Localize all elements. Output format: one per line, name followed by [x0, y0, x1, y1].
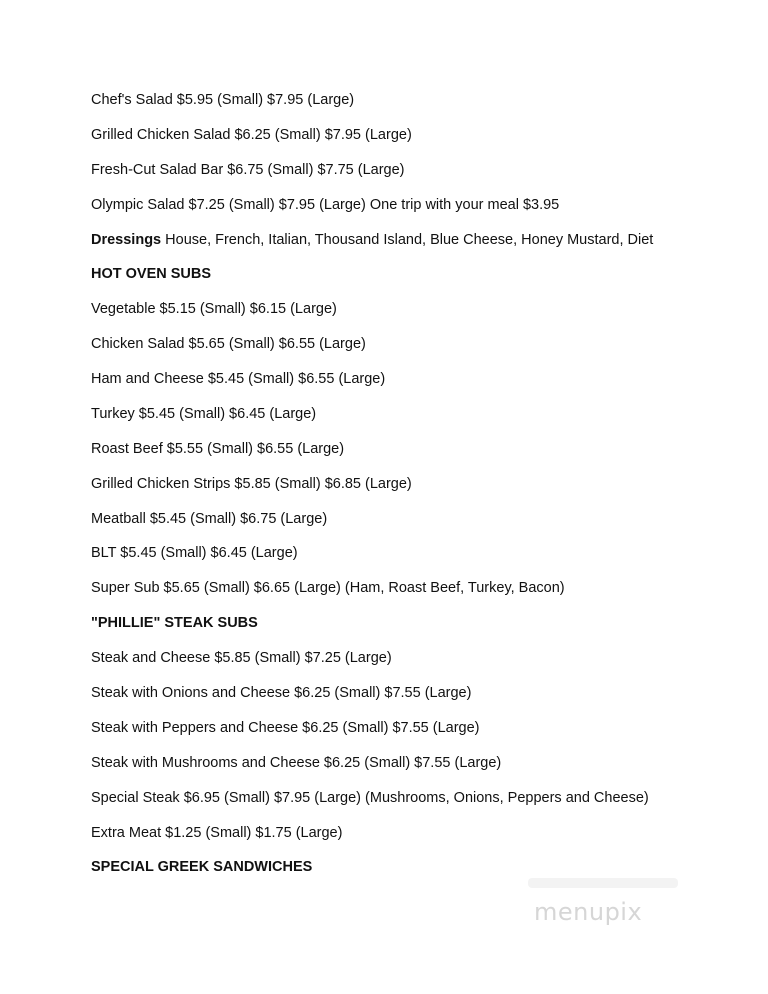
menu-item: Super Sub $5.65 (Small) $6.65 (Large) (Ham, Roast Beef, Turkey, Bacon): [91, 580, 565, 596]
menu-item: Vegetable $5.15 (Small) $6.15 (Large): [91, 301, 337, 317]
menu-item: Grilled Chicken Salad $6.25 (Small) $7.95 (Large): [91, 127, 412, 143]
watermark-shadow: [528, 878, 678, 888]
menu-item: Chicken Salad $5.65 (Small) $6.55 (Large): [91, 336, 366, 352]
menu-item: Roast Beef $5.55 (Small) $6.55 (Large): [91, 441, 345, 457]
menupix-watermark: menupix: [534, 898, 643, 926]
menu-item: Chef's Salad $5.95 (Small) $7.95 (Large): [91, 92, 355, 108]
menu-item: Turkey $5.45 (Small) $6.45 (Large): [91, 406, 317, 422]
menu-item: Steak with Peppers and Cheese $6.25 (Small) $7.55 (Large): [91, 720, 480, 736]
menu-item: Special Steak $6.95 (Small) $7.95 (Large) (Mushrooms, Onions, Peppers and Cheese): [91, 790, 649, 806]
dressings-list: House, French, Italian, Thousand Island, Blue Cheese, Honey Mustard, Diet: [161, 232, 654, 248]
menu-item: Meatball $5.45 (Small) $6.75 (Large): [91, 511, 328, 527]
dressings-label: Dressings: [91, 232, 162, 248]
menu-item: Grilled Chicken Strips $5.85 (Small) $6.85 (Large): [91, 476, 412, 492]
menu-item: Extra Meat $1.25 (Small) $1.75 (Large): [91, 825, 343, 841]
section-heading: SPECIAL GREEK SANDWICHES: [91, 859, 313, 875]
menu-item: Ham and Cheese $5.45 (Small) $6.55 (Large): [91, 371, 386, 387]
menu-item: Olympic Salad $7.25 (Small) $7.95 (Large) One trip with your meal $3.95: [91, 197, 560, 213]
menu-item: Steak and Cheese $5.85 (Small) $7.25 (Large): [91, 650, 392, 666]
menu-item: Fresh-Cut Salad Bar $6.75 (Small) $7.75 (Large): [91, 162, 405, 178]
section-heading: HOT OVEN SUBS: [91, 266, 212, 282]
menu-item: Steak with Onions and Cheese $6.25 (Small) $7.55 (Large): [91, 685, 472, 701]
menu-item: BLT $5.45 (Small) $6.45 (Large): [91, 545, 298, 561]
dressings-line: [91, 231, 653, 249]
section-heading: "PHILLIE" STEAK SUBS: [91, 615, 258, 631]
menu-item: Steak with Mushrooms and Cheese $6.25 (Small) $7.55 (Large): [91, 755, 502, 771]
